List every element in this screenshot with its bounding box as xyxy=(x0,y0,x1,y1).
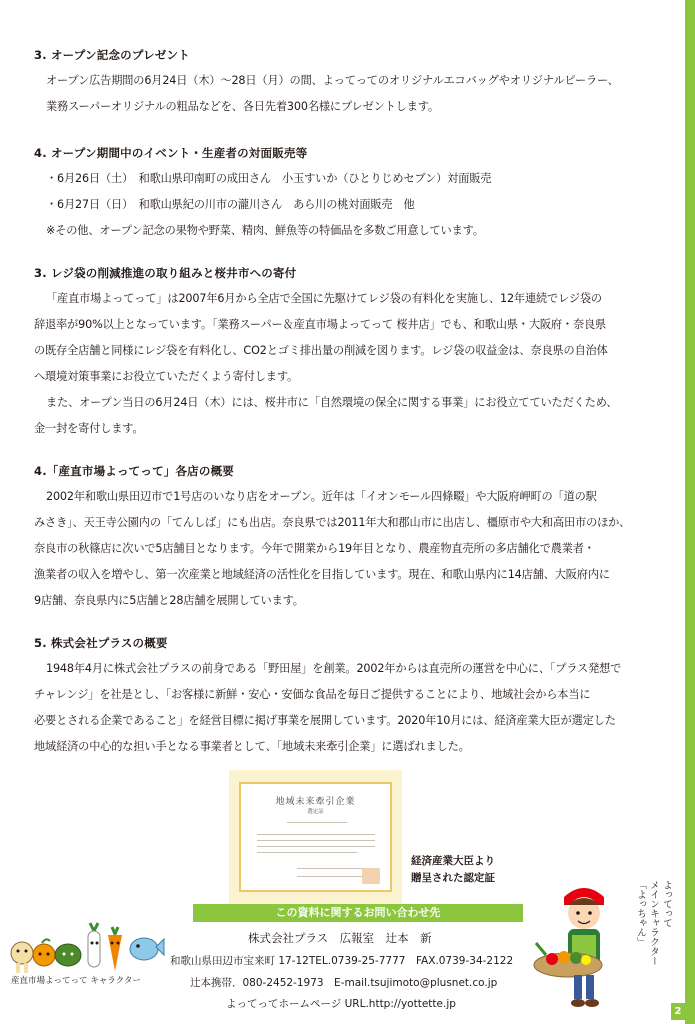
certificate-image xyxy=(229,770,402,905)
contact-org: 株式会社プラス 広報室 辻本 新 xyxy=(248,931,432,945)
contact-mobile-email: 辻本携帯．080-2452-1973 E-mail.tsujimoto@plusnet.co.jp xyxy=(190,977,498,989)
certificate-caption xyxy=(411,853,495,887)
certificate-text-line xyxy=(297,876,367,877)
certificate-text-line xyxy=(297,868,367,869)
section-title: 3. オープン記念のプレゼント xyxy=(34,48,190,62)
contact-header: この資料に関するお問い合わせ先 xyxy=(193,904,523,922)
certificate-caption-line: 贈呈された認定証 xyxy=(411,872,495,884)
paragraph-line: 金一封を寄付します。 xyxy=(34,422,144,435)
seal-icon xyxy=(362,868,380,884)
section-title: 4. オープン期間中のイベント・生産者の対面販売等 xyxy=(34,146,308,160)
character-mushroom-icon xyxy=(11,942,33,973)
paragraph-line: 漁業者の収入を増やし、第一次産業と地域経済の活性化を目指しています。現在、和歌山県内に14店舗、大阪府内に xyxy=(34,568,610,581)
section-title: 4.「産直市場よってって」各店の概要 xyxy=(34,464,234,478)
character-pumpkin-icon xyxy=(55,944,81,966)
paragraph-line: ・6月27日（日） 和歌山県紀の川市の瀧川さん あら川の桃対面販売 他 xyxy=(46,198,415,211)
certificate-caption-line: 経済産業大臣より xyxy=(411,855,495,867)
paragraph-line: 2002年和歌山県田辺市で1号店のいなり店をオープン。近年は「イオンモール四條畷」や大阪府岬町の「道の駅 xyxy=(46,490,597,503)
certificate-text-line xyxy=(257,846,375,847)
page-edge-bar xyxy=(685,0,695,1024)
section-title: 3. レジ袋の削減推進の取り組みと桜井市への寄付 xyxy=(34,266,297,280)
certificate-text-line xyxy=(257,852,357,853)
certificate-frame xyxy=(239,782,392,892)
section-company-overview xyxy=(34,634,679,760)
mascot-caption-line: よってって xyxy=(661,880,672,928)
paragraph-line: 辞退率が90%以上となっています。「業務スーパー＆産直市場よってって 桜井店」でも、和歌山県・大阪府・奈良県 xyxy=(34,318,607,331)
section-plastic-bag xyxy=(34,264,679,442)
certificate-text-line xyxy=(287,822,347,823)
mascot-caption-line: メインキャラクター xyxy=(648,880,659,966)
contact-address: 和歌山県田辺市宝来町 17-12TEL.0739-25-7777 FAX.0739-34-2122 xyxy=(170,955,514,967)
certificate-subtitle: 選定証 xyxy=(307,809,324,815)
certificate-text-line xyxy=(257,840,375,841)
page-number: 2 xyxy=(671,1003,685,1020)
characters-caption: 産直市場よってって キャラクター xyxy=(11,976,142,986)
character-radish-icon xyxy=(88,923,100,967)
certificate-text-line xyxy=(257,834,375,835)
certificate-title: 地域未来牽引企業 xyxy=(275,797,356,807)
paragraph-line: ※その他、オープン記念の果物や野菜、精肉、鮮魚等の特価品を多数ご用意しています。 xyxy=(46,224,484,237)
paragraph-line: みさき」、天王寺公園内の「てんしば」にも出店。奈良県では2011年大和郡山市に出店し、橿原市や大和高田市のほか、 xyxy=(34,516,631,529)
section-opening-present xyxy=(34,46,679,120)
paragraph-line: 9店舗、奈良県内に5店舗と28店舗を展開しています。 xyxy=(34,594,304,607)
paragraph-line: 業務スーパーオリジナルの粗品などを、各日先着300名様にプレゼントします。 xyxy=(46,100,439,113)
paragraph-line: へ環境対策事業にお役立ていただくよう寄付します。 xyxy=(34,370,299,383)
paragraph-line: の既存全店舗と同様にレジ袋を有料化し、CO2とゴミ排出量の削減を図ります。レジ袋の収益金は、奈良県の自治体 xyxy=(34,344,608,357)
paragraph-line: ・6月26日（土） 和歌山県印南町の成田さん 小玉すいか（ひとりじめセブン）対面販売 xyxy=(46,172,492,185)
paragraph-line: 奈良市の秋篠店に次いで5店舗目となります。今年で開業から19年目となり、農産物直売所の多店舗化で農業者・ xyxy=(34,542,595,555)
section-events xyxy=(34,144,679,244)
character-orange-icon xyxy=(33,939,55,966)
character-carrot-icon xyxy=(108,927,122,971)
paragraph-line: 必要とされる企業であること」を経営目標に掲げ事業を展開しています。2020年10月には、経済産業大臣が選定した xyxy=(34,714,616,727)
characters-illustration xyxy=(6,915,166,977)
paragraph-line: 地域経済の中心的な担い手となる事業者として、「地域未来牽引企業」に選ばれました。 xyxy=(34,740,470,753)
paragraph-line: チャレンジ」を社是とし、「お客様に新鮮・安心・安価な食品を毎日ご提供することにより、地域社会から本当に xyxy=(34,688,591,701)
paragraph-line: また、オープン当日の6月24日（木）には、桜井市に「自然環境の保全に関する事業」にお役立てていただくため、 xyxy=(46,396,618,409)
section-title: 5. 株式会社プラスの概要 xyxy=(34,636,168,650)
section-store-overview xyxy=(34,462,679,614)
paragraph-line: 1948年4月に株式会社プラスの前身である「野田屋」を創業。2002年からは直売所の運営を中心に、「プラス発想で xyxy=(46,662,622,675)
mascot-caption-line: 「よっちゃん」 xyxy=(635,880,646,947)
paragraph-line: オープン広告期間の6月24日（木）〜28日（月）の間、よってってのオリジナルエコバッグやオリジナルピーラー、 xyxy=(46,74,619,87)
mascot-yocchan-icon xyxy=(534,888,604,1007)
contact-homepage: よってってホームページ URL.http://yottette.jp xyxy=(226,998,456,1010)
paragraph-line: 「産直市場よってって」は2007年6月から全店で全国に先駆けてレジ袋の有料化を実施し、12年連続でレジ袋の xyxy=(46,292,602,305)
character-fish-icon xyxy=(130,938,164,960)
mascot-illustration xyxy=(528,875,638,1013)
